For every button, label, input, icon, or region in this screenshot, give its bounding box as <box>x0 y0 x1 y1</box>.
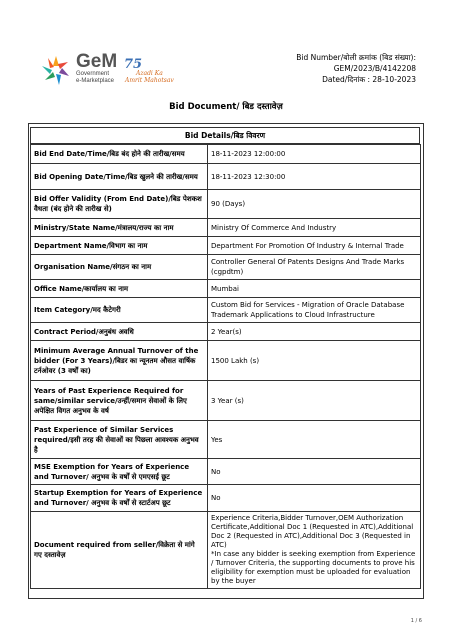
row-key: Organisation Name/संगठन का नाम <box>31 255 208 280</box>
row-value: Controller General Of Patents Designs And Trade Marks (cgpdtm) <box>208 255 421 280</box>
table-row <box>31 381 421 421</box>
row-key: Years of Past Experience Required for same/similar service/उन्हीं/समान सेवाओं के लिए अपेक्षित विगत अनुभव के वर्ष <box>31 381 208 421</box>
row-key: Office Name/कार्यालय का नाम <box>31 280 208 298</box>
table-row <box>31 485 421 512</box>
row-value: 18-11-2023 12:30:00 <box>208 164 421 190</box>
row-key: MSE Exemption for Years of Experience and Turnover/ अनुभव के वर्षों से एमएसई छूट <box>31 459 208 485</box>
page-number: 1 / 6 <box>410 618 422 624</box>
bid-number-label: Bid Number/बोली क्रमांक (बिड संख्या): <box>296 53 416 62</box>
row-value: 90 (Days) <box>208 190 421 219</box>
table-row <box>31 237 421 255</box>
table-row <box>31 323 421 341</box>
row-key: Bid Opening Date/Time/बिड खुलने की तारीख/समय <box>31 164 208 190</box>
row-value: Experience Criteria,Bidder Turnover,OEM Authorization Certificate,Additional Doc 1 (Requested in ATC),Additional Doc 2 (Requested in ATC),Additional Doc 3 (Requested in ATC) *In case any bidder is seeking exemption from Experience / Turnover Criteria, the supporting documents to prove his eligibility for exemption must be uploaded for evaluation by the buyer <box>208 512 421 589</box>
table-row <box>31 512 421 589</box>
row-value: Custom Bid for Services - Migration of Oracle Database Trademark Applications to Cloud Infrastructure <box>208 298 421 323</box>
row-key: Contract Period/अनुबंध अवधि <box>31 323 208 341</box>
document-title: Bid Document/ बिड दस्तावेज़ <box>169 102 283 112</box>
row-value: Ministry Of Commerce And Industry <box>208 219 421 237</box>
gem-line1: Government <box>76 71 110 77</box>
table-row <box>31 459 421 485</box>
gem-logo-text <box>76 53 117 85</box>
table-row <box>31 164 421 190</box>
bid-details-heading: Bid Details/बिड विवरण <box>30 127 420 144</box>
row-value: Yes <box>208 421 421 459</box>
row-value: No <box>208 459 421 485</box>
table-row <box>31 190 421 219</box>
row-key: Minimum Average Annual Turnover of the bidder (For 3 Years)/बिडर का न्यूनतम औसत वार्षिक टर्नओवर (3 वर्षों का) <box>31 341 208 381</box>
table-row <box>31 219 421 237</box>
row-value: 2 Year(s) <box>208 323 421 341</box>
row-key: Document required from seller/विक्रेता से मांगे गए दस्तावेज़ <box>31 512 208 589</box>
gem-name: GeM <box>76 51 118 72</box>
row-key: Bid End Date/Time/बिड बंद होने की तारीख/समय <box>31 145 208 164</box>
azadi-line1: Azadi Ka <box>136 70 163 77</box>
row-key: Bid Offer Validity (From End Date)/बिड पेशकश वैधता (बंद होने की तारीख से) <box>31 190 208 219</box>
bid-date: Dated/दिनांक : 28-10-2023 <box>322 75 416 84</box>
azadi-ka-amrit-mahotsav-logo <box>124 57 184 89</box>
table-row <box>31 341 421 381</box>
azadi-75: 75 <box>124 57 143 72</box>
table-row <box>31 421 421 459</box>
row-key: Past Experience of Similar Services required/इसी तरह की सेवाओं का पिछला आवश्यक अनुभव है <box>31 421 208 459</box>
azadi-line2: Amrit Mahotsav <box>125 77 174 84</box>
row-key: Department Name/विभाग का नाम <box>31 237 208 255</box>
table-row <box>31 255 421 280</box>
row-value: No <box>208 485 421 512</box>
bid-number: GEM/2023/B/4142208 <box>333 64 416 73</box>
table-row <box>31 145 421 164</box>
row-value: 1500 Lakh (s) <box>208 341 421 381</box>
row-key: Startup Exemption for Years of Experience and Turnover/ अनुभव के वर्षों से स्टार्टअप छूट <box>31 485 208 512</box>
row-value: 18-11-2023 12:00:00 <box>208 145 421 164</box>
row-key: Item Category/मद कैटेगरी <box>31 298 208 323</box>
table-row <box>31 298 421 323</box>
bid-details-table <box>30 144 421 589</box>
table-row <box>31 280 421 298</box>
bid-info <box>296 52 416 85</box>
row-value: Mumbai <box>208 280 421 298</box>
row-value: 3 Year (s) <box>208 381 421 421</box>
document-header <box>0 0 452 100</box>
gem-line2: e-Marketplace <box>76 78 115 84</box>
row-key: Ministry/State Name/मंत्रालय/राज्य का नाम <box>31 219 208 237</box>
row-value: Department For Promotion Of Industry & Internal Trade <box>208 237 421 255</box>
